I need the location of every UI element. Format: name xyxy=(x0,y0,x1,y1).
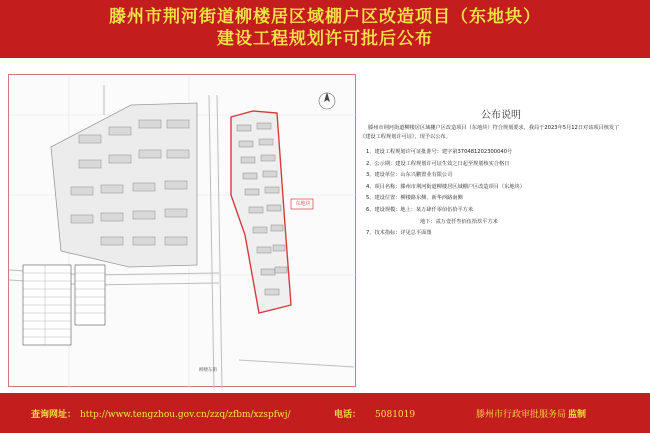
road-label: 柳楼东街 xyxy=(199,368,217,373)
query-url-link[interactable]: http://www.tengzhou.gov.cn/zzq/zfbm/xzspfwj/ xyxy=(80,410,291,420)
notice-panel xyxy=(356,106,626,240)
notice-item-developer: 3、建设单位：山东兴鹏置业有限公司 xyxy=(366,172,453,179)
footer-supervisor xyxy=(476,407,586,420)
footer-phone xyxy=(334,407,415,420)
footer-query xyxy=(31,407,291,420)
phone-number: 5081019 xyxy=(375,410,416,420)
index-table xyxy=(23,265,105,345)
supervisor-name: 滕州市行政审批服务局 xyxy=(476,410,567,420)
footer-banner xyxy=(0,393,650,433)
supervise-word: 监制 xyxy=(568,410,587,420)
title-line-1: 滕州市荆河街道柳楼居区域棚户区改造项目（东地块） xyxy=(109,7,541,27)
east-parcel-tag: 东地块 xyxy=(295,201,311,207)
notice-title: 公布说明 xyxy=(481,110,521,121)
notice-item-scale-above: 6、建设规模：地上：某万肆仟零佰伍拾平方米 xyxy=(366,206,474,213)
title-line-2: 建设工程规划许可批后公布 xyxy=(217,29,433,49)
notice-item-location: 5、建设位置：柳楼路东侧、新华西路南侧 xyxy=(366,195,463,202)
notice-item-project-name: 4、项目名称：滕州市荆河街道柳楼居区域棚户区改造项目（东地块） xyxy=(366,183,525,190)
phone-label: 电话： xyxy=(334,410,362,420)
notice-item-technical: 7、技术指标：详见总平面图 xyxy=(366,230,432,237)
north-arrow-icon xyxy=(319,92,335,109)
query-label: 查询网址： xyxy=(31,410,77,420)
site-plan-drawing xyxy=(9,75,357,388)
notice-item-scale-below: 地下：贰万壹仟叁佰伍拾玖平方米 xyxy=(420,218,498,225)
site-plan[interactable] xyxy=(8,74,356,387)
notice-item-permit-number: 1、建设工程规划许可证批准号：建字第370481202300040号 xyxy=(366,149,513,155)
header-banner xyxy=(0,0,650,58)
notice-item-period: 2、公示期：建设工程规划许可证生效之日起至规划核实合格日 xyxy=(366,160,510,167)
notice-intro: 滕州市荆河街道柳楼居区域棚户区改造项目（东地块）符合规划要求，我局于2023年5月12日对该项目核发了《建设工程规划许可证》，现予以公布。 xyxy=(360,125,620,140)
